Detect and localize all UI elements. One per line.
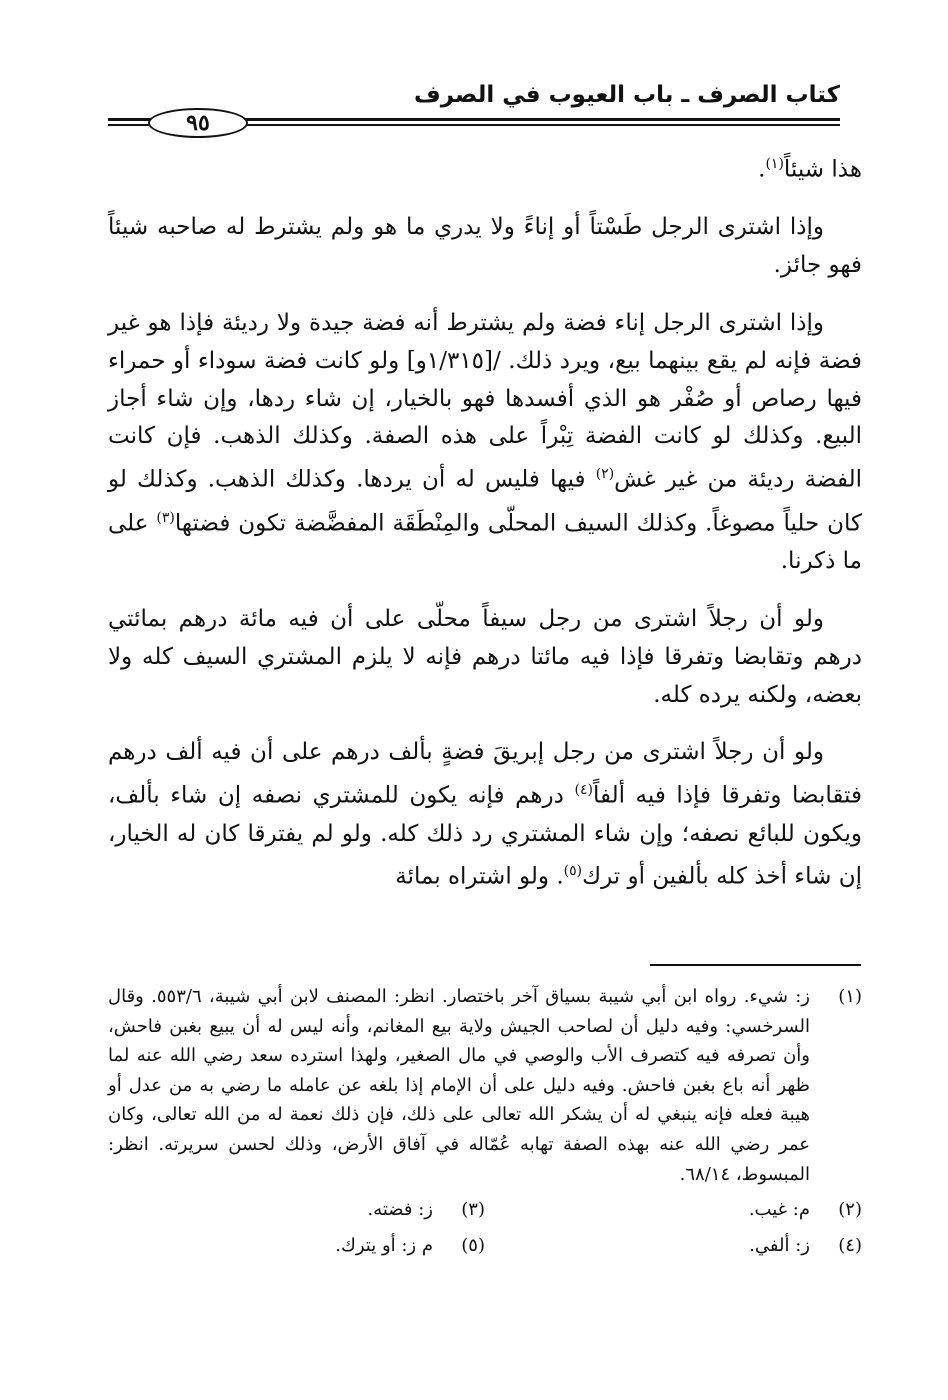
footnote-text: م ز: أو يترك. bbox=[335, 1234, 433, 1256]
p1-end: . bbox=[758, 156, 766, 183]
p3-text-b: فيها فليس له أن يردها. وكذلك الذهب. وكذلك لو كان حلياً مصوغاً. وكذلك السيف المحلّى والمِنْطَقَة المفضَّضة تكون فضتها bbox=[108, 466, 862, 537]
p5-text-a: ولو أن رجلاً اشترى من رجل إبريقَ فضةٍ بألف درهم على أن فيه ألف درهم فتقابضا وتفرقا فإذا فيه ألفاً bbox=[108, 739, 862, 809]
footnote-3 bbox=[108, 1195, 485, 1225]
footnote-separator bbox=[650, 964, 861, 966]
p3-text-a: وإذا اشترى الرجل إناء فضة ولم يشترط أنه فضة جيدة ولا رديئة فإذا هو غير فضة فإنه لم يقع بينهما بيع، ويرد ذلك. /[١/٣١٥و] ولو كانت فضة سوداء أو حمراء فيها رصاص أو صُفْر هو الذي أفسدها فهو بالخيار، إن شاء ردها، وإن شاء أجاز البيع. وكذلك لو كانت الفضة تِبْراً على هذه الصفة. وكذلك الذهب. فإن كانت الفضة رديئة من غير غش bbox=[108, 310, 863, 493]
footnote-text: م: غيب. bbox=[748, 1199, 810, 1221]
footnote-number: (٢) bbox=[838, 1199, 862, 1221]
footnote-number: (٤) bbox=[838, 1234, 862, 1256]
footnote-5 bbox=[108, 1231, 485, 1261]
footnote-ref-5: (٥) bbox=[563, 863, 583, 880]
paragraph-2: وإذا اشترى الرجل طَسْتاً أو إناءً ولا يدري ما هو ولم يشترط له صاحبه شيئاً فهو جائز. bbox=[108, 214, 862, 279]
running-title: كتاب الصرف ـ باب العيوب في الصرف bbox=[414, 82, 840, 108]
header-rule bbox=[108, 108, 840, 136]
footnote-4 bbox=[485, 1231, 862, 1261]
footnote-number: (٣) bbox=[461, 1199, 485, 1221]
footnote-number: (١) bbox=[838, 986, 862, 1007]
p1-text: هذا شيئاً bbox=[783, 156, 862, 183]
footnote-number: (٥) bbox=[461, 1234, 485, 1256]
p5-text-b: درهم فإنه يكون للمشتري نصفه إن شاء بألف، ويكون للبائع نصفه؛ وإن شاء المشتري رد ذلك كله. ولو لم يفترقا كان له الخيار، إن شاء أخذ كله بألفين أو ترك bbox=[108, 782, 862, 891]
footnote-ref-1: (١) bbox=[765, 156, 784, 172]
footnote-row-b bbox=[108, 1231, 862, 1261]
footnote-text: ز: فضته. bbox=[367, 1199, 433, 1221]
footnote-1 bbox=[108, 982, 862, 1189]
paragraph-3 bbox=[108, 305, 862, 581]
footnote-2 bbox=[485, 1195, 862, 1225]
footnote-ref-4: (٤) bbox=[574, 782, 593, 799]
footnotes bbox=[108, 982, 862, 1260]
paragraph-4: ولو أن رجلاً اشترى من رجل سيفاً محلّى على أن فيه مائة درهم بمائتي درهم وتقابضا وتفرقا فإذا فيه مائتا درهم فإنه لا يلزم المشتري السيف كله ولا بعضه، ولكنه يرده كله. bbox=[108, 605, 862, 708]
footnote-text: ز: ألفي. bbox=[749, 1234, 810, 1256]
page-number: ٩٥ bbox=[148, 108, 248, 138]
footnote-row-a bbox=[108, 1195, 862, 1225]
main-text bbox=[108, 146, 862, 917]
p5-text-c: . ولو اشتراه بمائة bbox=[395, 864, 564, 891]
footnote-ref-2: (٢) bbox=[595, 466, 615, 483]
paragraph-5 bbox=[108, 734, 862, 897]
paragraph-1 bbox=[108, 146, 862, 189]
footnote-ref-3: (٣) bbox=[156, 509, 175, 526]
p3-text-c: على ما ذكرنا. bbox=[108, 510, 862, 575]
footnote-text: ز: شيء. رواه ابن أبي شيبة بسياق آخر باختصار. انظر: المصنف لابن أبي شيبة، ٥٥٣/٦. وقال السرخسي: وفيه دليل أن لصاحب الجيش ولاية بيع المغانم، وأنه ليس له أن يبيع بغبن فاحش، وأن تصرفه فيه كتصرف الأب والوصي في مال الصغير، ولهذا استرده سعد رضي الله عنه لما ظهر أنه باع بغبن فاحش. وفيه دليل على أن الإمام إذا بلغه عن عامله ما رضي به من عدل أو هيبة فعله فإنه ينبغي له أن يشكر الله تعالى على ذلك، فإن ذلك نعمة له من الله تعالى، وكان عمر رضي الله عنه بهذه الصفة تهابه عُمّاله في آفاق الأرض، وذلك لحسن سريرته. انظر: المبسوط، ٦٨/١٤. bbox=[108, 986, 811, 1185]
